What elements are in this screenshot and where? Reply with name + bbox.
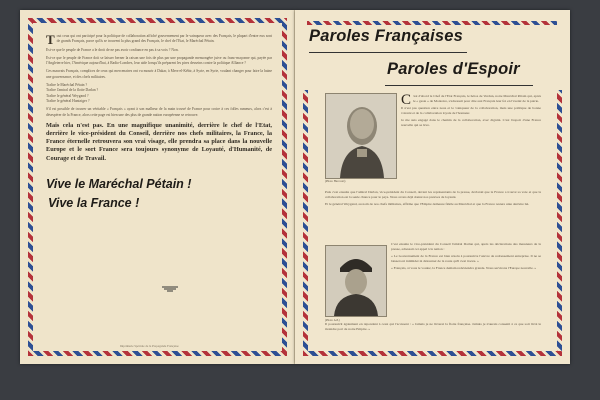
- tricolor-border-left: [303, 90, 308, 356]
- col-d-text: Il poursuivit également en répondant à ceux qui l'accusent : « Jamais je ne livrerai la flotte française. Jamais je n'aurais consenti à ce que soit livré le moindre port de notre Empire. »: [325, 322, 541, 331]
- title-rule: [385, 85, 533, 86]
- portrait-photo-petain: [325, 93, 397, 179]
- slogan-petain: Vive le Maréchal Pétain !: [46, 176, 192, 191]
- col-c-text-3: « Français, si vous le voulez, la France demain redeviendra grande. Nous servirons l'Europe nouvelle. »: [391, 266, 537, 270]
- bold-paragraph: Mais cela n'est pas. En une magnifique unanimité, derrière le chef de l'Etat, derrière le vice-président du Conseil, derrière nos chefs militaires, la France, la France éternelle retrouvera son vrai visage, elle prendra sa place dans la nouvelle Europe et le sort France sera toujours synonyme de Loyauté, d'Humanité, de Courage et de Travail.: [46, 121, 272, 162]
- drop-cap: C: [401, 92, 412, 108]
- portrait-photo-darlan: [325, 245, 387, 317]
- intro-paragraph: [46, 34, 272, 45]
- col-a-text: 'est d'abord le Chef de l'Etat Français, le héros de Verdun, notre Maréchal Pétain qui, après le « geste » de Montoire, s'adressait pour dire aux Français leur foi en l'avenir de la patrie.: [413, 94, 541, 103]
- column-d: [325, 322, 541, 334]
- ornament-icon: [160, 284, 180, 296]
- short-line-2: Traître l'amiral de la flotte Darlan ?: [46, 88, 99, 93]
- title-paroles-espoir: Paroles d'Espoir: [387, 60, 520, 78]
- tricolor-border-bottom: [303, 351, 562, 356]
- title-paroles-francaises: Paroles Françaises: [309, 27, 464, 45]
- paragraph-4: S'il est possible de trouver un véritable « Français » ayant à son malheur de la main trouvé de France pour croire à ces folles rumeurs, alors c'est à désespérer de la France, alors cette page est bien une des plus de grande nation européenne se retrouve.: [46, 107, 272, 117]
- short-line-3: Traître le général Weygand ?: [46, 93, 89, 98]
- slogan-france: Vive la France !: [48, 195, 140, 210]
- paragraph-1: Est-ce que le peuple de France a le droit de ne pas avoir confiance en pas à sa voix ? Non.: [46, 47, 179, 52]
- col-a-text-2: Il n'est pas question entre nous et le vainqueur de la collaboration, mais une politique de bonne volonté et de la collaboration loyale de l'honneur.: [401, 106, 541, 115]
- photo-caption: (Photo Harcourt): [325, 179, 346, 183]
- tricolor-band-top: [307, 21, 557, 25]
- title-rule: [309, 52, 467, 53]
- short-line-1: Traître le Maréchal Pétain ?: [46, 83, 88, 88]
- left-body-text: [46, 34, 272, 213]
- short-line-4: Traître le général Huntziger ?: [46, 98, 90, 103]
- col-b-text-2: Et le général Weygand, au nom de nos chefs militaires, affirme que l'Empire demeure fidèle au Maréchal et que la France restera unie derrière lui.: [325, 202, 530, 206]
- column-a: [401, 94, 541, 130]
- intro-text: out ceux qui ont participé pour la politique de collaboration affiché gouvernement par le vainqueur avec des Français, le plupart d'entre eux sont de grands Français, parce qu'ils se trouvent la plus grand des Français, le chef de l'Etat, le Maréchal Pétain.: [56, 34, 272, 44]
- column-c: [391, 242, 541, 273]
- photo-caption: (Photo A.P.): [325, 318, 340, 322]
- col-a-text-3: Je me suis engagé dans le chemin de la collaboration, avec dignité. C'est l'espoir d'une France nouvelle qui se lève.: [401, 118, 541, 127]
- col-c-text: C'est ensuite le vice-président du Conseil l'amiral Darlan qui, après les déclarations des messieurs de la presse, adressait cet appel à la nation :: [391, 242, 541, 251]
- drop-cap: T: [46, 32, 55, 47]
- paragraph-2: Est-ce que le peuple de France doit se laisser berner la raison une fois de plus par une propagande mensongère juive ou franc-maçonne qui, payée par l'Angleterre hier, l'Amérique aujourd'hui, à Radio-Londres, leur aide lorsqu'ils préparent les pires desseins contre la politique Alliance ?: [46, 55, 272, 66]
- col-b-text: Puis c'est ensuite que l'amiral Darlan, vice-président du Conseil, devant les représentants de la presse, déclarait que la France a trouvé sa voie et que la collaboration est la seule chance pour le pays. Nous avons déjà donné nos preuves de loyauté.: [325, 190, 541, 199]
- column-b: [325, 190, 541, 209]
- tricolor-border-right: [557, 90, 562, 356]
- printer-credit: Imprimerie Spéciale de la Propagande Française: [120, 345, 179, 348]
- left-page: [20, 10, 295, 364]
- right-page: [295, 10, 570, 364]
- col-c-text-2: « Le Gouvernement de la France est bien résolu à poursuivre l'œuvre de redressement entreprise. Il ne se laissera ni intimider ni détourner de la route qu'il s'est tracée. »: [391, 254, 541, 263]
- paragraph-3: Ces mauvais Français, complices de ceux qui mercenaires ont vu mourir à Dakar, à Mers-el-Kébir, à Syrie, en Syrie, voulant changer pour faire la haine une gouvernance, et des chefs militaires.: [46, 69, 272, 79]
